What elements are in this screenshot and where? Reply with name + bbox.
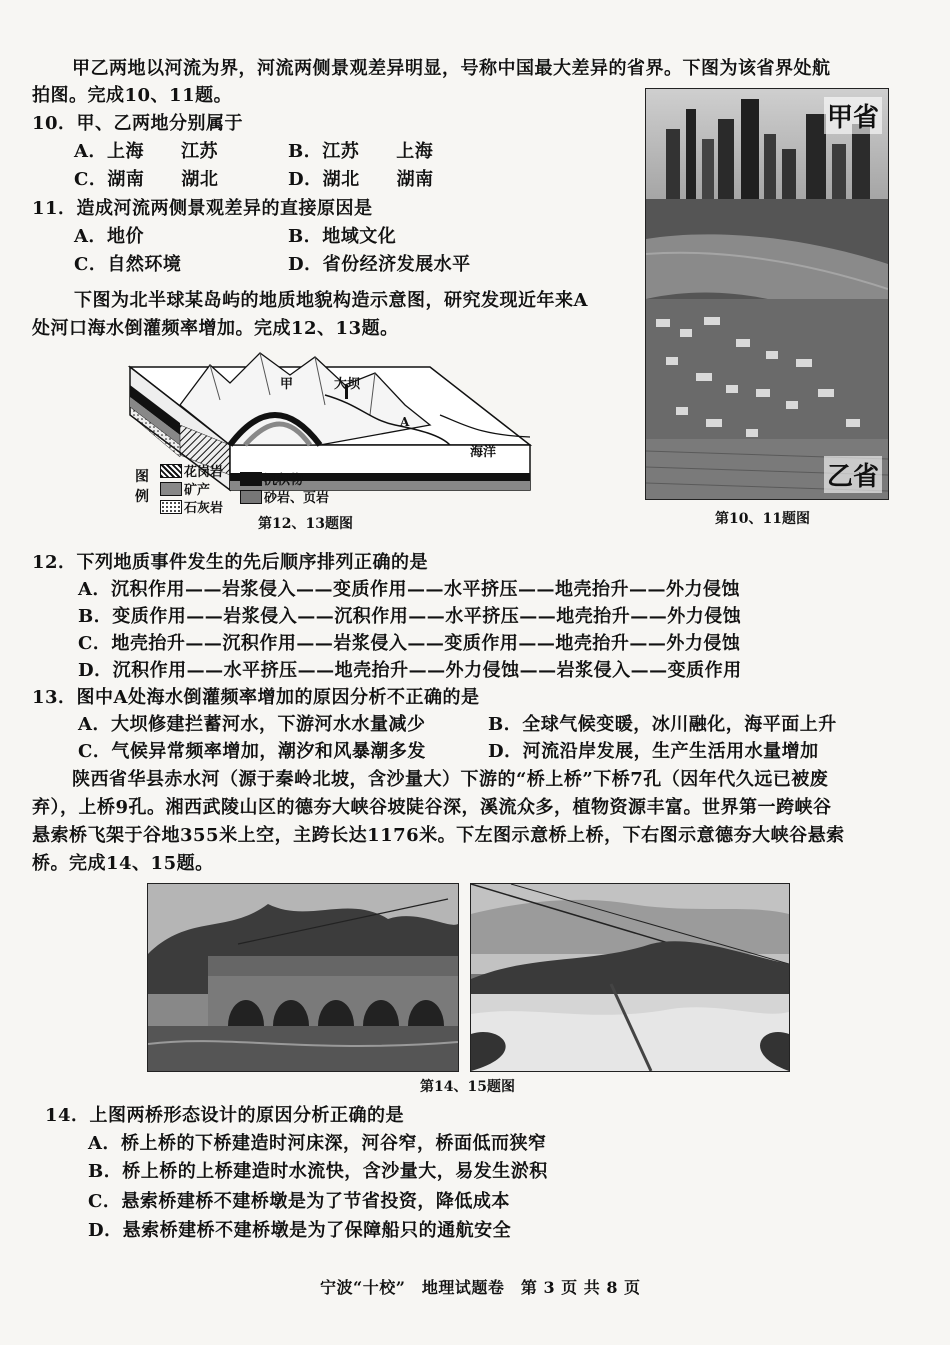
arch-bridge-photo bbox=[147, 883, 459, 1072]
question-13-option-c: C．气候异常频率增加，潮汐和风暴潮多发 bbox=[78, 741, 426, 762]
intro-text-3-line3: 悬索桥飞架于谷地355米上空，主跨长达1176米。下左图示意桥上桥，下右图示意德夯大峡谷悬索 bbox=[32, 825, 845, 846]
question-11-option-d: D．省份经济发展水平 bbox=[288, 254, 471, 275]
question-12-option-c: C．地壳抬升——沉积作用——岩浆侵入——变质作用——地壳抬升——外力侵蚀 bbox=[78, 633, 741, 654]
intro-text-3-line4: 桥。完成14、15题。 bbox=[32, 853, 214, 874]
question-11-option-a: A．地价 bbox=[74, 226, 144, 247]
intro-text-1-line1: 甲乙两地以河流为界，河流两侧景观差异明显，号称中国最大差异的省界。下图为该省界处航 bbox=[72, 58, 831, 79]
legend-sediment-label: 沉积物 bbox=[264, 473, 304, 488]
legend-limestone-label: 石灰岩 bbox=[184, 501, 224, 516]
label-dam: 大坝 bbox=[334, 377, 361, 392]
intro-text-1-line2: 拍图。完成10、11题。 bbox=[32, 85, 233, 106]
legend-limestone-swatch bbox=[160, 500, 182, 514]
legend-title-1: 图 bbox=[135, 469, 149, 485]
geology-caption: 第12、13题图 bbox=[258, 516, 353, 532]
intro-text-2-line1: 下图为北半球某岛屿的地质地貌构造示意图，研究发现近年来A bbox=[74, 290, 588, 311]
question-14-stem: 14．上图两桥形态设计的原因分析正确的是 bbox=[45, 1105, 405, 1126]
legend-ore-swatch bbox=[160, 482, 182, 496]
legend-granite-swatch bbox=[160, 464, 182, 478]
intro-text-2-line2: 处河口海水倒灌频率增加。完成12、13题。 bbox=[32, 318, 399, 339]
suspension-bridge-photo bbox=[470, 883, 790, 1072]
question-12-stem: 12．下列地质事件发生的先后顺序排列正确的是 bbox=[32, 552, 429, 573]
bridge-caption: 第14、15题图 bbox=[420, 1079, 515, 1095]
suspension-bridge-drawing bbox=[471, 884, 789, 1071]
arch-bridge-drawing bbox=[148, 884, 458, 1071]
question-14-option-c: C．悬索桥建桥不建桥墩是为了节省投资，降低成本 bbox=[88, 1191, 510, 1212]
aerial-photo-drawing bbox=[646, 89, 888, 499]
question-13-stem: 13．图中A处海水倒灌频率增加的原因分析不正确的是 bbox=[32, 687, 480, 708]
label-jia-province: 甲省 bbox=[824, 97, 882, 134]
legend-sandstone-label: 砂岩、页岩 bbox=[264, 491, 330, 506]
label-jia: 甲 bbox=[280, 377, 294, 392]
geology-diagram-drawing bbox=[120, 345, 540, 495]
question-13-option-d: D．河流沿岸发展，生产生活用水量增加 bbox=[488, 741, 819, 762]
aerial-caption: 第10、11题图 bbox=[715, 511, 810, 527]
legend-granite-label: 花岗岩 bbox=[184, 465, 224, 480]
label-yi-province: 乙省 bbox=[824, 456, 882, 493]
legend-sandstone-swatch bbox=[240, 490, 262, 504]
question-11-option-b: B．地域文化 bbox=[288, 226, 397, 247]
legend-ore-label: 矿产 bbox=[184, 483, 211, 498]
question-11-stem: 11．造成河流两侧景观差异的直接原因是 bbox=[32, 198, 373, 219]
label-sea: 海洋 bbox=[470, 445, 497, 460]
intro-text-3-line2: 弃），上桥9孔。湘西武陵山区的德夯大峡谷坡陡谷深，溪流众多，植物资源丰富。世界第一跨峡谷 bbox=[32, 797, 832, 818]
question-10-option-b: B．江苏 上海 bbox=[288, 141, 434, 162]
question-13-option-a: A．大坝修建拦蓄河水，下游河水水量减少 bbox=[78, 714, 426, 735]
question-13-option-b: B．全球气候变暖，冰川融化，海平面上升 bbox=[488, 714, 837, 735]
question-14-option-a: A．桥上桥的下桥建造时河床深，河谷窄，桥面低而狭窄 bbox=[88, 1133, 547, 1154]
question-14-option-b: B．桥上桥的上桥建造时水流快，含沙量大，易发生淤积 bbox=[88, 1161, 548, 1182]
legend-title-2: 例 bbox=[135, 489, 149, 505]
question-12-option-b: B．变质作用——岩浆侵入——沉积作用——水平挤压——地壳抬升——外力侵蚀 bbox=[78, 606, 742, 627]
legend-sediment-swatch bbox=[240, 472, 262, 486]
question-10-option-a: A．上海 江苏 bbox=[74, 141, 218, 162]
question-10-option-d: D．湖北 湖南 bbox=[288, 169, 434, 190]
question-11-option-c: C．自然环境 bbox=[74, 254, 182, 275]
question-14-option-d: D．悬索桥建桥不建桥墩是为了保障船只的通航安全 bbox=[88, 1220, 512, 1241]
geology-diagram bbox=[120, 345, 540, 495]
question-10-option-c: C．湖南 湖北 bbox=[74, 169, 219, 190]
label-a: A bbox=[400, 415, 410, 429]
intro-text-3-line1: 陕西省华县赤水河（源于秦岭北坡，含沙量大）下游的“桥上桥”下桥7孔（因年代久远已被废 bbox=[72, 769, 829, 790]
page-footer: 宁波“十校” 地理试题卷 第 3 页 共 8 页 bbox=[320, 1278, 641, 1297]
question-12-option-a: A．沉积作用——岩浆侵入——变质作用——水平挤压——地壳抬升——外力侵蚀 bbox=[78, 579, 740, 600]
question-12-option-d: D．沉积作用——水平挤压——地壳抬升——外力侵蚀——岩浆侵入——变质作用 bbox=[78, 660, 742, 681]
aerial-photo bbox=[645, 88, 889, 500]
question-10-stem: 10．甲、乙两地分别属于 bbox=[32, 113, 244, 134]
